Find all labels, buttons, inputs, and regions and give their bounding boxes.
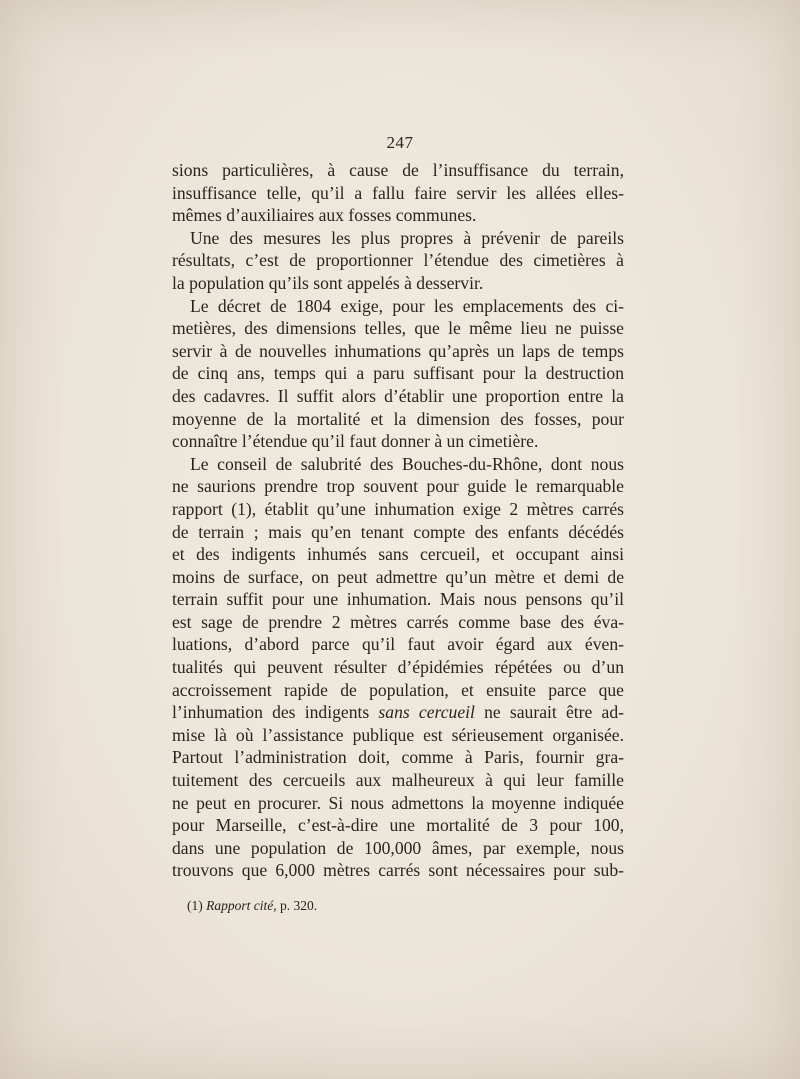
text-line [172, 566, 624, 589]
text-line [172, 679, 624, 702]
text-line [172, 498, 624, 521]
text-segment: pour Marseille, c’est-à-dire une mortalité de 3 pour 100, [172, 815, 624, 836]
text-line [172, 317, 624, 340]
text-segment: trouvons que 6,000 mètres carrés sont nécessaires pour sub- [172, 860, 624, 881]
text-segment: moins de surface, on peut admettre qu’un mètre et demi de [172, 566, 624, 587]
text-segment: mise là où l’assistance publique est sérieusement organisée. [172, 724, 624, 745]
italic-text: sans cercueil [378, 702, 475, 723]
text-segment: ne peut en procurer. Si nous admettons la moyenne indiquée [172, 792, 624, 813]
text-segment: moyenne de la mortalité et la dimension des fosses, pour [172, 408, 624, 429]
text-segment: connaître l’étendue qu’il faut donner à un cimetière. [172, 431, 539, 452]
text-line [172, 814, 624, 837]
text-line [172, 521, 624, 544]
text-line [172, 656, 624, 679]
text-line [172, 430, 624, 453]
text-line [172, 182, 624, 205]
text-segment: sions particulières, à cause de l’insuffisance du terrain, [172, 160, 624, 180]
text-line [172, 453, 624, 476]
text-line [172, 295, 624, 318]
text-line [172, 204, 624, 227]
text-segment: insuffisance telle, qu’il a fallu faire servir les allées elles- [172, 182, 624, 203]
text-segment: et des indigents inhumés sans cercueil, et occupant ainsi [172, 544, 624, 565]
text-line [172, 769, 624, 792]
text-segment: terrain suffit pour une inhumation. Mais nous pensons qu’il [172, 589, 624, 610]
text-line [172, 227, 624, 250]
text-segment: ne saurions prendre trop souvent pour guide le remarquable [172, 476, 624, 497]
text-line [172, 724, 624, 747]
text-segment: luations, d’abord parce qu’il faut avoir égard aux éven- [172, 634, 624, 655]
text-line [172, 543, 624, 566]
text-line [172, 859, 624, 882]
text-segment: la population qu’ils sont appelés à desservir. [172, 272, 484, 293]
text-line [172, 792, 624, 815]
text-segment: de cinq ans, temps qui a paru suffisant pour la destruction [172, 363, 624, 384]
text-segment: résultats, c’est de proportionner l’étendue des cimetières à [172, 250, 624, 271]
text-segment: l’inhumation des indigents [172, 702, 379, 723]
page-number: 247 [386, 133, 414, 152]
text-line [172, 408, 624, 431]
text-segment: ne saurait être ad- [474, 702, 624, 723]
text-line [172, 340, 624, 363]
text-line [172, 385, 624, 408]
body-text [172, 159, 624, 882]
text-segment: Une des mesures les plus propres à prévenir de pareils [190, 227, 624, 248]
text-line [172, 746, 624, 769]
text-segment: Le décret de 1804 exige, pour les emplacements des ci- [190, 295, 624, 316]
text-line [172, 588, 624, 611]
text-segment: servir à de nouvelles inhumations qu’après un laps de temps [172, 340, 624, 361]
text-line [172, 701, 624, 724]
text-line [172, 362, 624, 385]
text-segment: des cadavres. Il suffit alors d’établir une proportion entre la [172, 385, 624, 406]
text-line [172, 837, 624, 860]
text-segment: est sage de prendre 2 mètres carrés comme base des éva- [172, 611, 624, 632]
text-segment: tuitement des cercueils aux malheureux à qui leur famille [172, 770, 624, 791]
text-line [172, 159, 624, 182]
text-line [172, 475, 624, 498]
text-segment: dans une population de 100,000 âmes, par exemple, nous [172, 837, 624, 858]
text-segment: accroissement rapide de population, et ensuite parce que [172, 679, 624, 700]
footnote-marker: (1) [187, 898, 203, 913]
text-line [172, 633, 624, 656]
text-segment: rapport (1), établit qu’une inhumation exige 2 mètres carrés [172, 498, 624, 519]
text-segment: de terrain ; mais qu’en tenant compte des enfants décédés [172, 521, 624, 542]
text-segment: tualités qui peuvent résulter d’épidémies répétées ou d’un [172, 657, 624, 678]
text-segment: metières, des dimensions telles, que le même lieu ne puisse [172, 318, 624, 339]
text-line [172, 249, 624, 272]
footnote [187, 898, 317, 914]
footnote-source: Rapport cité, [206, 898, 277, 913]
text-line [172, 272, 624, 295]
text-segment: Le conseil de salubrité des Bouches-du-Rhône, dont nous [190, 453, 624, 474]
footnote-page: p. 320. [276, 898, 318, 913]
text-line [172, 611, 624, 634]
text-segment: Partout l’administration doit, comme à Paris, fournir gra- [172, 747, 624, 768]
text-segment: mêmes d’auxiliaires aux fosses communes. [172, 205, 477, 226]
